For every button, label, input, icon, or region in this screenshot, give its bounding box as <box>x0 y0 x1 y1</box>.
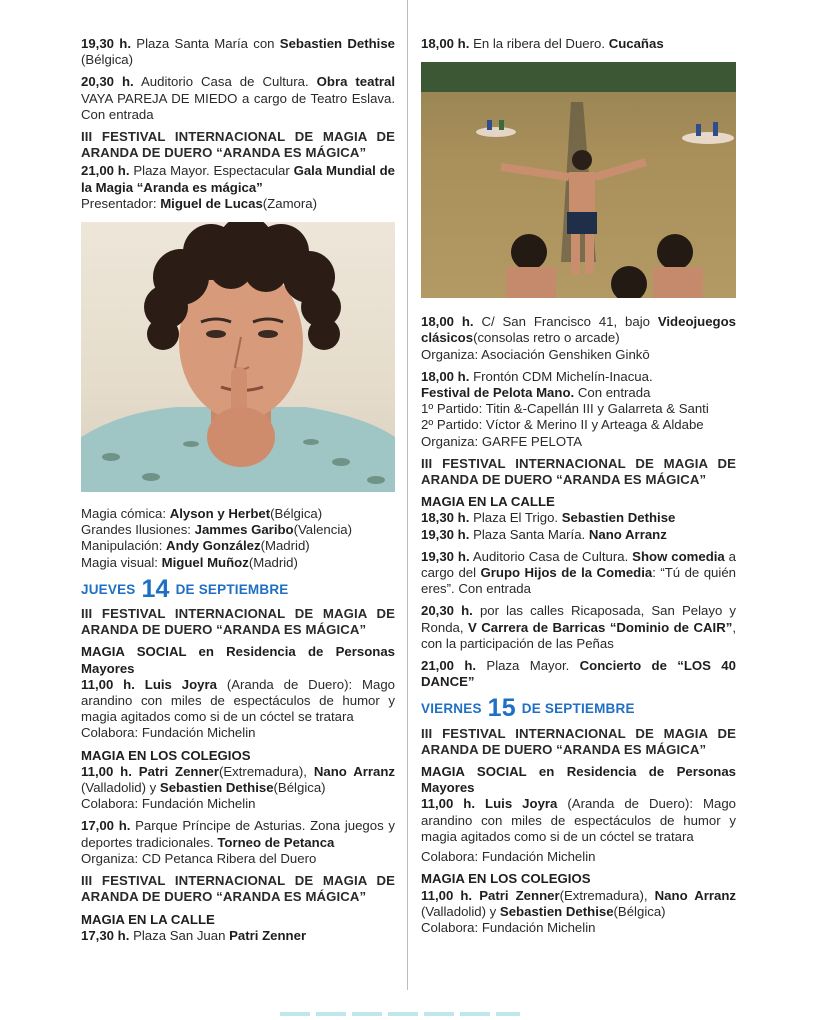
event-magia-colegios: MAGIA EN LOS COLEGIOS 11,00 h. Patri Zenner(Extremadura), Nano Arranz (Valladolid) y Sebastien Dethise(Bélgica) Colabora: Fundación Michelin <box>81 747 395 812</box>
event-carrera-barricas: 20,30 h. por las calles Ricaposada, San Pelayo y Ronda, V Carrera de Barricas “Dominio de CAIR”, con la participación de las Peñas <box>421 603 736 651</box>
event-magia-colegios: MAGIA EN LOS COLEGIOS 11,00 h. Patri Zenner(Extremadura), Nano Arranz (Valladolid) y Sebastien Dethise(Bélgica) Colabora: Fundación Michelin <box>421 871 737 935</box>
festival-heading: III FESTIVAL INTERNACIONAL DE MAGIA DE ARANDA DE DUERO “ARANDA ES MÁGICA” <box>81 606 395 638</box>
column-divider <box>407 0 408 990</box>
cucanas-illustration <box>421 62 736 298</box>
event-petanca: 17,00 h. Parque Príncipe de Asturias. Zona juegos y deportes tradicionales. Torneo de Petanca Organiza: CD Petanca Ribera del Duero <box>81 818 395 866</box>
event-pelota: 18,00 h. Frontón CDM Michelín-Inacua. Festival de Pelota Mano. Con entrada 1º Partido: Titin &-Capellán III y Galarreta & Santi 2º Partido: Víctor & Merino II y Arteaga & Aldabe Organiza: GARFE PELOTA <box>421 368 709 449</box>
event-plaza-santa-maria: 19,30 h. Plaza Santa María con Sebastien Dethise (Bélgica) <box>81 36 396 68</box>
river-photo <box>421 62 736 298</box>
festival-heading: III FESTIVAL INTERNACIONAL DE MAGIA DE ARANDA DE DUERO “ARANDA ES MÁGICA” <box>81 873 395 905</box>
act-item: Magia cómica: Alyson y Herbet(Bélgica) <box>81 506 323 522</box>
event-magia-calle: MAGIA EN LA CALLE 17,30 h. Plaza San Juan Patri Zenner <box>81 911 307 943</box>
footer-decoration <box>280 1012 520 1016</box>
event-magia-social: MAGIA SOCIAL en Residencia de Personas Mayores 11,00 h. Luis Joyra (Aranda de Duero): Mago arandino con miles de espectáculos de humor y magia agitados como si de un cóctel se tratara Colabora: Fundación Michelin <box>421 764 737 865</box>
event-gala-mundial: 21,00 h. Plaza Mayor. Espectacular Gala Mundial de la Magia “Aranda es mágica” Presentador: Miguel de Lucas(Zamora) <box>81 163 395 211</box>
event-obra-teatral: 20,30 h. Auditorio Casa de Cultura. Obra teatral VAYA PAREJA DE MIEDO a cargo de Teatro Eslava. Con entrada <box>81 74 395 122</box>
magician-illustration <box>81 222 395 492</box>
event-cucanas: 18,00 h. En la ribera del Duero. Cucañas <box>421 36 664 51</box>
festival-heading: III FESTIVAL INTERNACIONAL DE MAGIA DE ARANDA DE DUERO “ARANDA ES MÁGICA” <box>421 455 736 488</box>
event-magia-calle: MAGIA EN LA CALLE 18,30 h. Plaza El Trigo. Sebastien Dethise 19,30 h. Plaza Santa María. Nano Arranz <box>421 494 676 542</box>
left-column <box>81 36 395 950</box>
event-show-comedia: 19,30 h. Auditorio Casa de Cultura. Show comedia a cargo del Grupo Hijos de la Comedia: “Tú de quién eres”. Con entrada <box>421 548 737 597</box>
festival-heading: III FESTIVAL INTERNACIONAL DE MAGIA DE ARANDA DE DUERO “ARANDA ES MÁGICA” <box>81 129 395 161</box>
right-column <box>421 36 736 942</box>
festival-heading: III FESTIVAL INTERNACIONAL DE MAGIA DE ARANDA DE DUERO “ARANDA ES MÁGICA” <box>421 725 736 757</box>
event-videojuegos: 18,00 h. C/ San Francisco 41, bajo Videojuegos clásicos(consolas retro o arcade) Organiza: Asociación Genshiken Ginkō <box>421 314 736 362</box>
act-item: Manipulación: Andy González(Madrid) <box>81 538 310 554</box>
act-item: Magia visual: Miguel Muñoz(Madrid) <box>81 554 298 570</box>
magic-acts-list <box>81 506 395 571</box>
day-heading-friday: VIERNES 15 DE SEPTIEMBRE <box>421 694 635 723</box>
magician-photo <box>81 222 395 492</box>
act-item: Grandes Ilusiones: Jammes Garibo(Valencia) <box>81 522 352 538</box>
event-concierto: 21,00 h. Plaza Mayor. Concierto de “LOS 40 DANCE” <box>421 658 736 690</box>
day-heading-thursday: JUEVES 14 DE SEPTIEMBRE <box>81 574 289 603</box>
event-magia-social: MAGIA SOCIAL en Residencia de Personas Mayores 11,00 h. Luis Joyra (Aranda de Duero): Mago arandino con miles de espectáculos de humor y magia agitados como si de un cóctel se tratara Colabora: Fundación Michelin <box>81 644 396 741</box>
